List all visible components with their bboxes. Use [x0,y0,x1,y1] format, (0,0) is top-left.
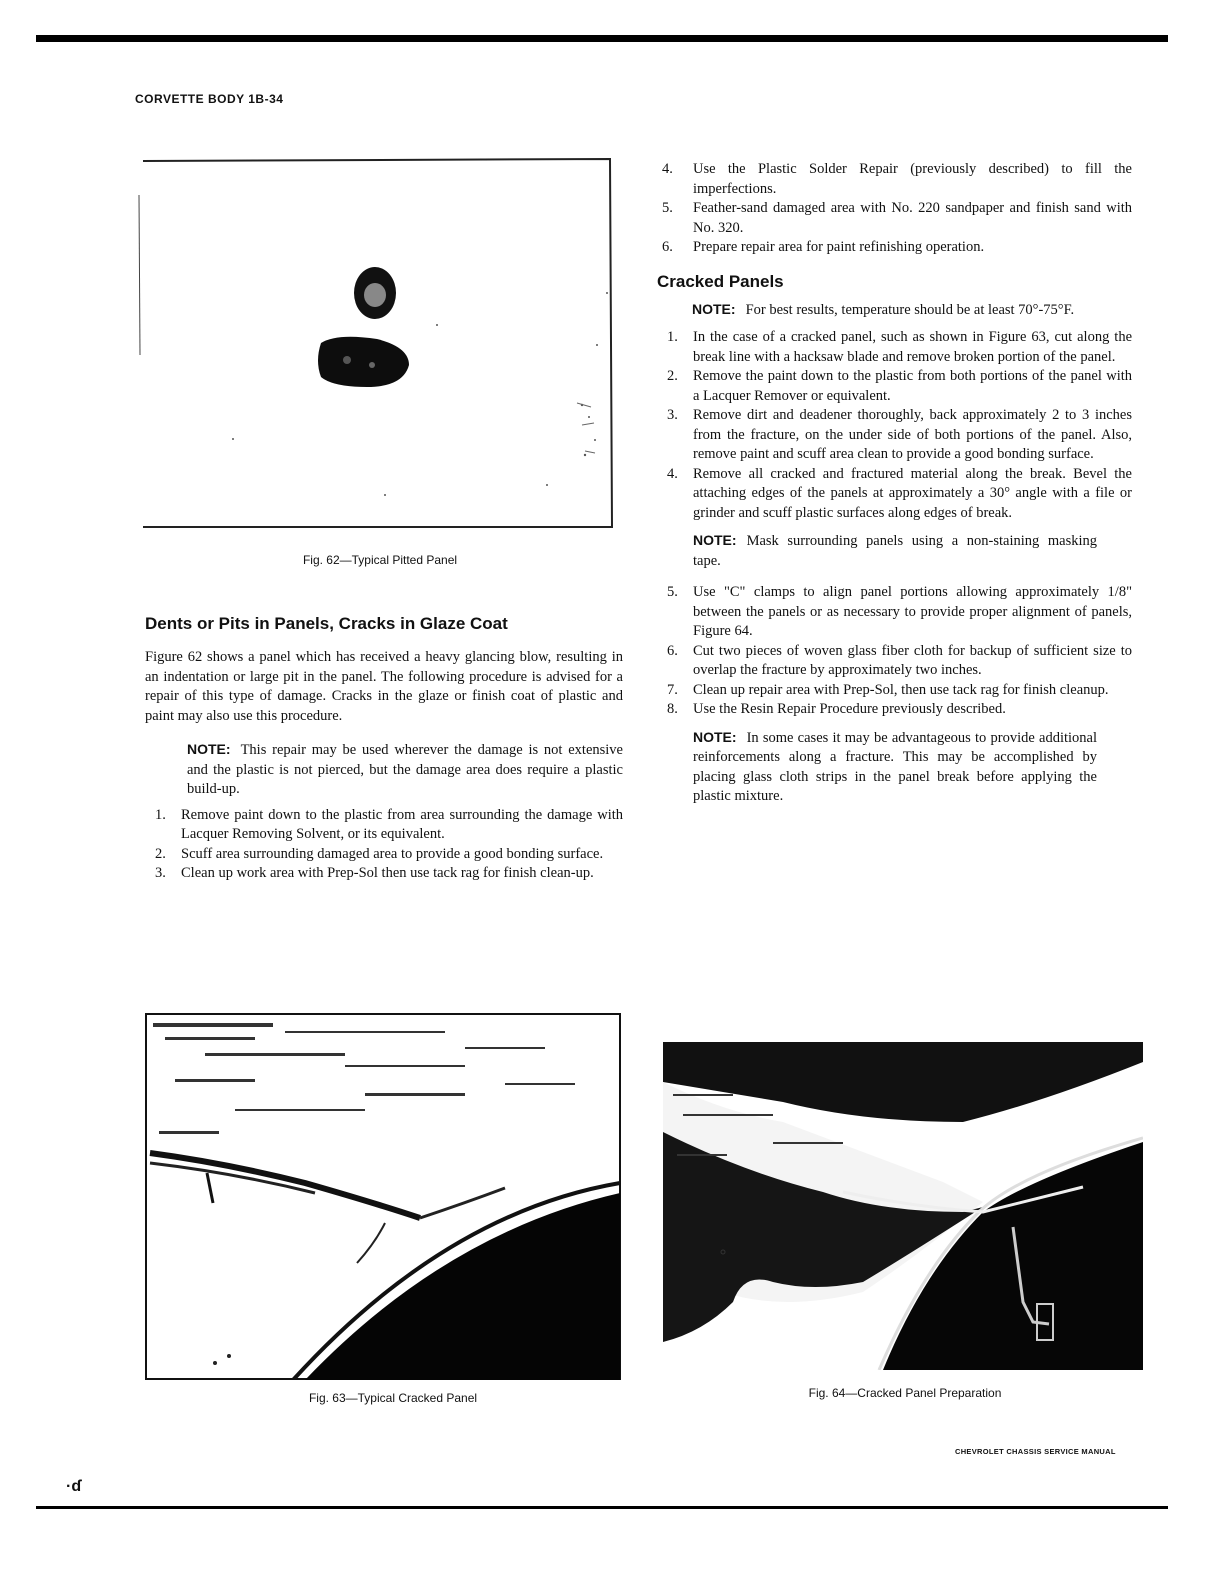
note-label: NOTE: [692,300,736,317]
figure-62-pitted-panel [137,155,617,533]
note-text: This repair may be used wherever the damage is not extensive and the plastic is not pierced, but the damage area does require a plastic build-up. [187,742,623,797]
list-item: 6. Cut two pieces of woven glass fiber cloth for backup of sufficient size to overlap the fracture by approximately two inches. [667,642,1132,678]
list-item: 2. Scuff area surrounding damaged area to provide a good bonding surface. [155,845,604,862]
continued-steps-list [657,160,1132,258]
note-label: NOTE: [187,741,231,757]
list-item: 5. Feather-sand damaged area with No. 220 sandpaper and finish sand with No. 320. [662,200,1132,236]
list-item: 5. Use "C" clamps to align panel portions allowing approximately 1/8" between the panels or as necessary to provide proper alignment of panels, Figure 64. [667,584,1132,639]
note-label: NOTE: [693,532,737,548]
list-item: 6. Prepare repair area for paint refinishing operation. [662,239,985,255]
list-item: 8. Use the Resin Repair Procedure previously described. [667,701,1006,717]
figure-63-caption: Fig. 63—Typical Cracked Panel [308,1391,478,1405]
repair-steps-list [145,806,623,884]
cracked-panel-steps-list-continued [657,583,1132,720]
note-temperature [692,300,1097,321]
manual-title: CHEVROLET CHASSIS SERVICE MANUAL [955,1447,1116,1456]
note-build-up [187,740,623,800]
list-item: 3. Clean up work area with Prep-Sol then use tack rag for finish clean-up. [155,865,594,881]
left-column [145,612,623,884]
bottom-rule [36,1506,1168,1509]
right-column [657,160,1132,807]
figure-62-caption: Fig. 62—Typical Pitted Panel [302,553,458,567]
note-masking-tape [693,531,1097,571]
top-rule [36,35,1168,42]
cracked-panel-steps-list [657,328,1132,523]
list-item: 7. Clean up repair area with Prep-Sol, then use tack rag for finish cleanup. [667,681,1109,698]
figure-64-cracked-panel-preparation [663,1042,1143,1370]
list-item: 2. Remove the paint down to the plastic from both portions of the panel with a Lacquer Remover or equivalent. [667,368,1132,404]
page-mark: ·ɗ [66,1478,82,1495]
intro-paragraph: Figure 62 shows a panel which has received a heavy glancing blow, resulting in an indentation or large pit in the panel. The following procedure is advised for a repair of this type of damage. Cracks in the glaze or finish coat of plastic and paint may also use this procedure. [145,649,623,724]
running-head: CORVETTE BODY 1B-34 [135,92,284,106]
figure-63-cracked-panel [145,1013,621,1380]
note-text: For best results, temperature should be at least 70°-75°F. [745,301,1075,318]
list-item: 4. Remove all cracked and fractured material along the break. Bevel the attaching edges of the panels at approximately a 30° angle with a file or grinder and scuff plastic surfaces along edges of break. [667,465,1132,521]
section-heading-cracked-panels: Cracked Panels [657,271,784,291]
note-text: Mask surrounding panels using a non-staining masking tape. [693,533,1097,569]
figure-64-caption: Fig. 64—Cracked Panel Preparation [808,1386,1002,1400]
note-text: In some cases it may be advantageous to provide additional reinforcements along a fracture. This may be accomplished by placing glass cloth strips in the panel break before applying the plastic mixture. [693,729,1097,804]
list-item: 1. In the case of a cracked panel, such as shown in Figure 63, cut along the break line with a hacksaw blade and remove broken portion of the panel. [667,329,1132,365]
note-label: NOTE: [693,728,737,745]
list-item: 3. Remove dirt and deadener thoroughly, back approximately 2 to 3 inches from the fracture, on the under side of both portions of the panel. Also, remove paint and scuff area clean to provide a good bonding surface. [667,407,1132,462]
list-item: 1. Remove paint down to the plastic from area surrounding the damage with Lacquer Removing Solvent, or its equivalent. [155,806,623,842]
note-reinforcements [693,728,1097,807]
section-heading-dents-pits: Dents or Pits in Panels, Cracks in Glaze Coat [145,614,508,633]
list-item: 4. Use the Plastic Solder Repair (previously described) to fill the imperfections. [662,161,1132,197]
